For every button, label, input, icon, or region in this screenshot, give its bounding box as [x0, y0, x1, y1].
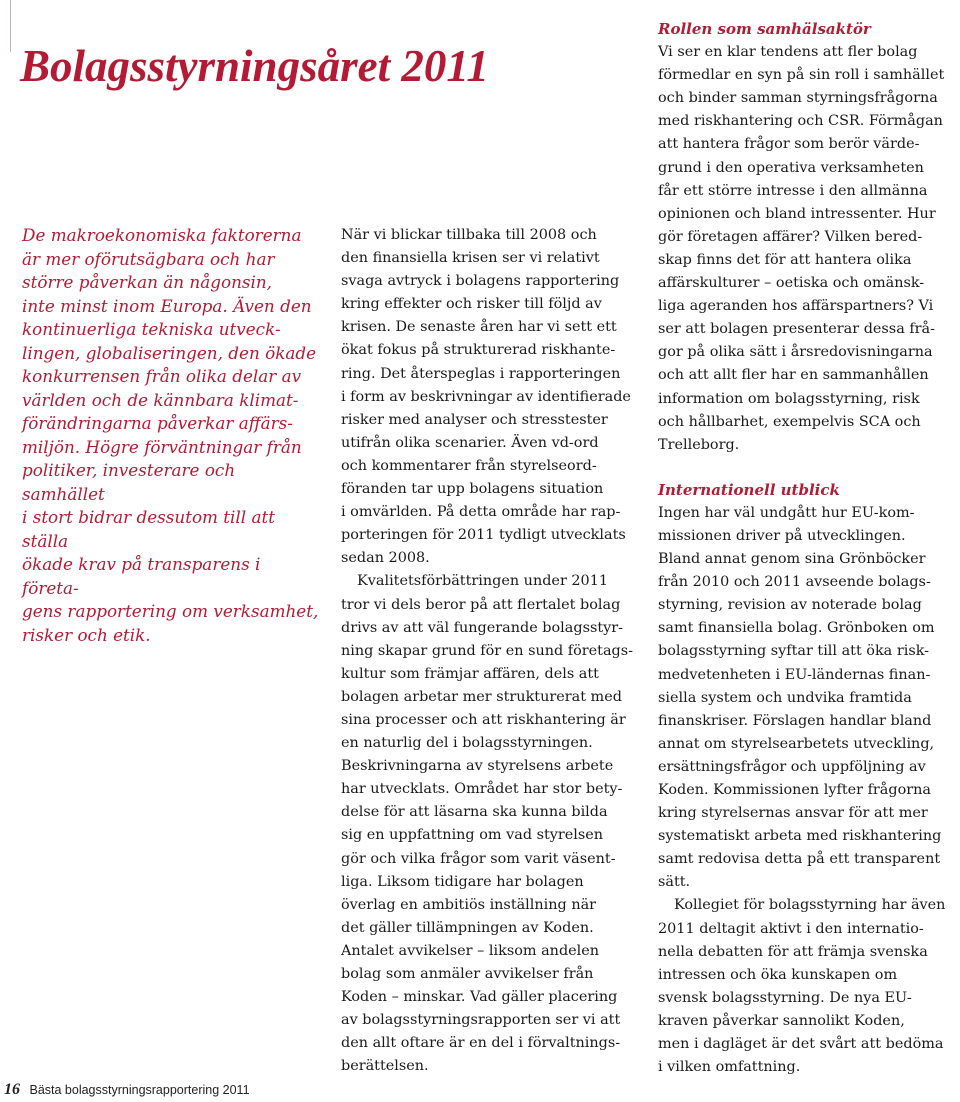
col3-paragraph-3: Kollegiet för bolagsstyrning har även 2011 deltagit aktivt i den internatio- nella debatten för att främja svenska intressen och öka kunskapen om svensk bolagsstyrning. De nya EU- kraven påverkar sannolikt Koden, men i dagläget är det svårt att bedöma i vilken omfattning. — [658, 897, 946, 1076]
intro-paragraph: De makroekonomiska faktorerna är mer oförutsägbara och har större påverkan än någonsin, inte minst inom Europa. Även den kontinuerliga tekniska utveck- lingen, globaliseringen, den ökade konkurrensen från olika delar av världen och de kännbara klimat- förändringarna påverkar affärs- miljön. Högre förväntningar från politiker, investerare och samhället i stort bidrar dessutom till att ställa ökade krav på transparens i företa- gens rapportering om verksamhet, risker och etik. — [22, 225, 319, 645]
col2-paragraph-1: När vi blickar tillbaka till 2008 och den finansiella krisen ser vi relativt svaga avtryck i bolagens rapportering kring effekter och risker till följd av krisen. De senaste åren har vi sett ett ökat fokus på strukturerad riskhante- ring. Det återspeglas i rapporteringen i form av beskrivningar av identifierade risker med analyser och stresstester utifrån olika scenarier. Även vd-ord och kommentarer från styrelseord- föranden tar upp bolagens situation i omvärlden. På detta område har rap- porteringen för 2011 tydligt utvecklats sedan 2008. — [341, 227, 631, 567]
col2-paragraph-2: Kvalitetsförbättringen under 2011 tror vi dels beror på att flertalet bolag drivs av att väl fungerande bolagsstyr- ning skapar grund för en sund företags- kultur som främjar affären, dels att bolagen arbetar mer strukturerat med sina processer och att riskhantering är en naturlig del i bolagsstyrningen. Beskrivningarna av styrelsens arbete har utvecklats. Området har stor bety- delse för att läsarna ska kunna bilda sig en uppfattning om vad styrelsen gör och vilka frågor som varit väsent- liga. Liksom tidigare har bolagen överlag en ambitiös inställning när det gäller tillämpningen av Koden. Antalet avvikelser – liksom andelen bolag som anmäler avvikelser från Koden – minskar. Vad gäller placering av bolagsstyrningsrapporten ser vi att den allt oftare är en del i förvaltnings- berättelsen. — [341, 573, 633, 1075]
subheading-samhallsaktor: Rollen som samhälsaktör — [658, 20, 871, 38]
column-2 — [341, 224, 645, 1078]
publication-name: Bästa bolagsstyrningsrapportering 2011 — [29, 1083, 250, 1097]
page-footer — [4, 1081, 250, 1099]
column-3 — [658, 18, 958, 1079]
intro-text — [22, 224, 322, 647]
col3-paragraph-1: Vi ser en klar tendens att fler bolag förmedlar en syn på sin roll i samhället och binder samman styrningsfrågorna med riskhantering och CSR. Förmågan att hantera frågor som berör värde- grund i den operativa verksamheten får ett större intresse i den allmänna opinionen och bland intressenter. Hur gör företagen affärer? Vilken bered- skap finns det för att hantera olika affärskulturer – oetiska och omänsk- liga ageranden hos affärspartners? Vi ser att bolagen presenterar dessa frå- gor på olika sätt i årsredovisningarna och att allt fler har en sammanhållen information om bolagsstyrning, risk och hållbarhet, exempelvis SCA och Trelleborg. — [658, 44, 945, 453]
col3-paragraph-2: Ingen har väl undgått hur EU-kom- missionen driver på utvecklingen. Bland annat genom sina Grönböcker från 2010 och 2011 avseende bolags- styrning, revision av noterade bolag samt finansiella bolag. Grönboken om bolagsstyrning syftar till att öka risk- medvetenheten i EU-ländernas finan- siella system och undvika framtida finanskriser. Förslagen handlar bland annat om styrelsearbetets utveckling, ersättningsfrågor och uppföljning av Koden. Kommissionen lyfter frågorna kring styrelsernas ansvar för att mer systematiskt arbeta med riskhantering samt redovisa detta på ett transparent sätt. — [658, 504, 942, 891]
page-number: 16 — [4, 1081, 20, 1098]
subheading-internationell-utblick: Internationell utblick — [658, 480, 840, 499]
margin-rule — [10, 0, 11, 52]
page-title: Bolagsstyrningsåret 2011 — [20, 41, 489, 92]
